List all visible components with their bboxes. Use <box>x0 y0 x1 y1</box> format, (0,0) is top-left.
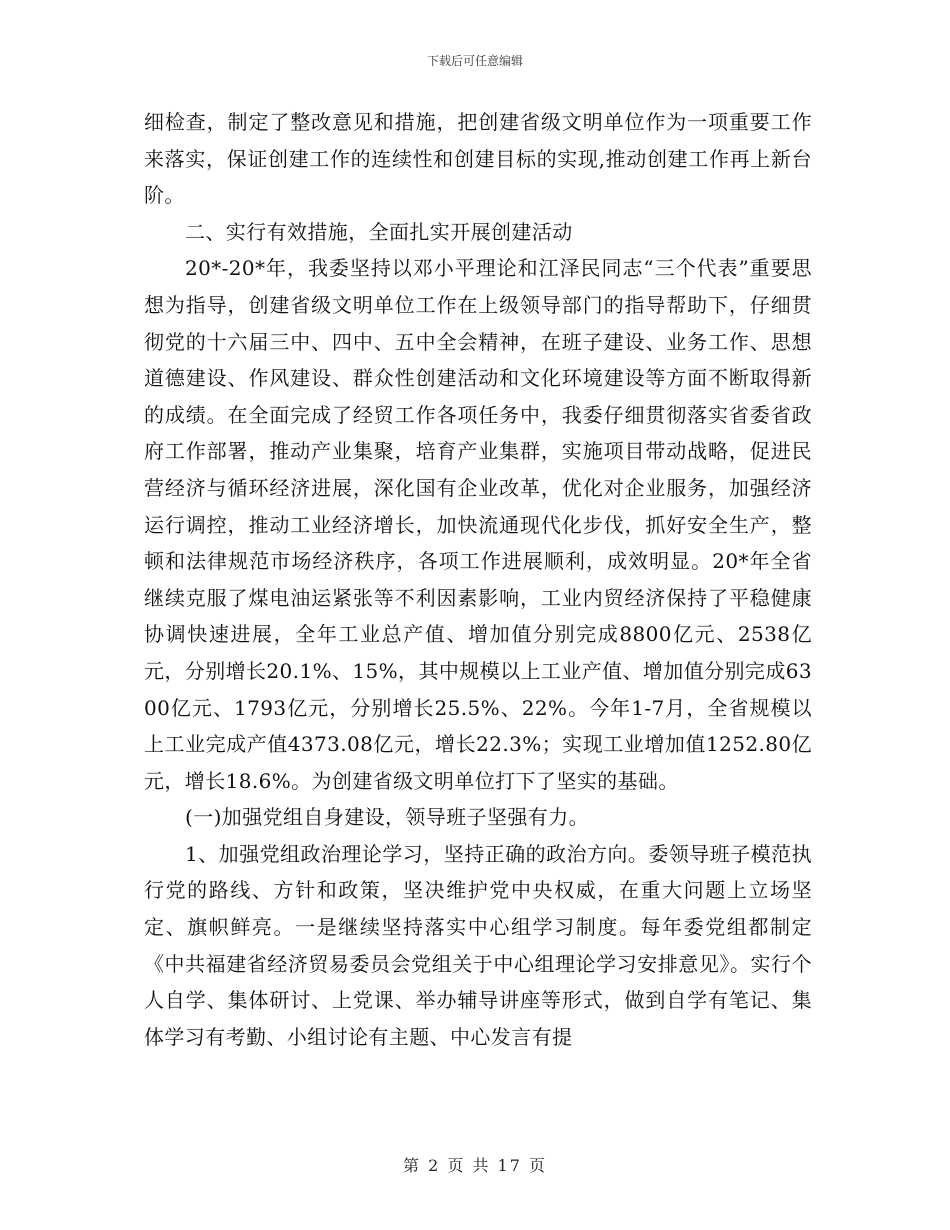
paragraph-study: 1、加强党组政治理论学习，坚持正确的政治方向。委领导班子模范执行党的路线、方针和政策，坚决维护党中央权威，在重大问题上立场坚定、旗帜鲜亮。一是继续坚持落实中心组学习制度。每年委党组都制定《中共福建省经济贸易委员会党组关于中心组理论学习安排意见》。实行个人自学、集体研讨、上党课、举办辅导讲座等形式，做到自学有笔记、集体学习有考勤、小组讨论有主题、中心发言有提 <box>144 841 812 1049</box>
paragraph-overview: 20*-20*年，我委坚持以邓小平理论和江泽民同志“三个代表”重要思想为指导，创建省级文明单位工作在上级领导部门的指导帮助下，仔细贯彻党的十六届三中、四中、五中全会精神，在班子建设、业务工作、思想道德建设、作风建设、群众性创建活动和文化环境建设等方面不断取得新的成绩。在全面完成了经贸工作各项任务中，我委仔细贯彻落实省委省政府工作部署，推动产业集聚，培育产业集群，实施项目带动战略，促进民营经济与循环经济进展，深化国有企业改革，优化对企业服务，加强经济运行调控，推动工业经济增长，加快流通现代化步伐，抓好安全生产，整顿和法律规范市场经济秩序，各项工作进展顺利，成效明显。20*年全省继续克服了煤电油运紧张等不利因素影响，工业内贸经济保持了平稳健康协调快速进展，全年工业总产值、增加值分别完成8800亿元、2538亿元，分别增长20.1%、15%，其中规模以上工业产值、增加值分别完成6300亿元、1793亿元，分别增长25.5%、22%。今年1-7月，全省规模以上工业完成产值4373.08亿元，增长22.3%；实现工业增加值1252.80亿元，增长18.6%。为创建省级文明单位打下了坚实的基础。 <box>144 256 812 793</box>
page-number: 第 2 页 共 17 页 <box>403 1156 547 1175</box>
document-body <box>144 104 812 1055</box>
page-header: 下载后可任意编辑 <box>426 54 523 68</box>
paragraph-continuation: 细检查，制定了整改意见和措施，把创建省级文明单位作为一项重要工作来落实，保证创建工作的连续性和创建目标的实现,推动创建工作再上新台阶。 <box>144 110 812 208</box>
section-heading: 二、实行有效措施，全面扎实开展创建活动 <box>185 219 573 244</box>
subsection-heading: (一)加强党组自身建设，领导班子坚强有力。 <box>185 805 590 830</box>
